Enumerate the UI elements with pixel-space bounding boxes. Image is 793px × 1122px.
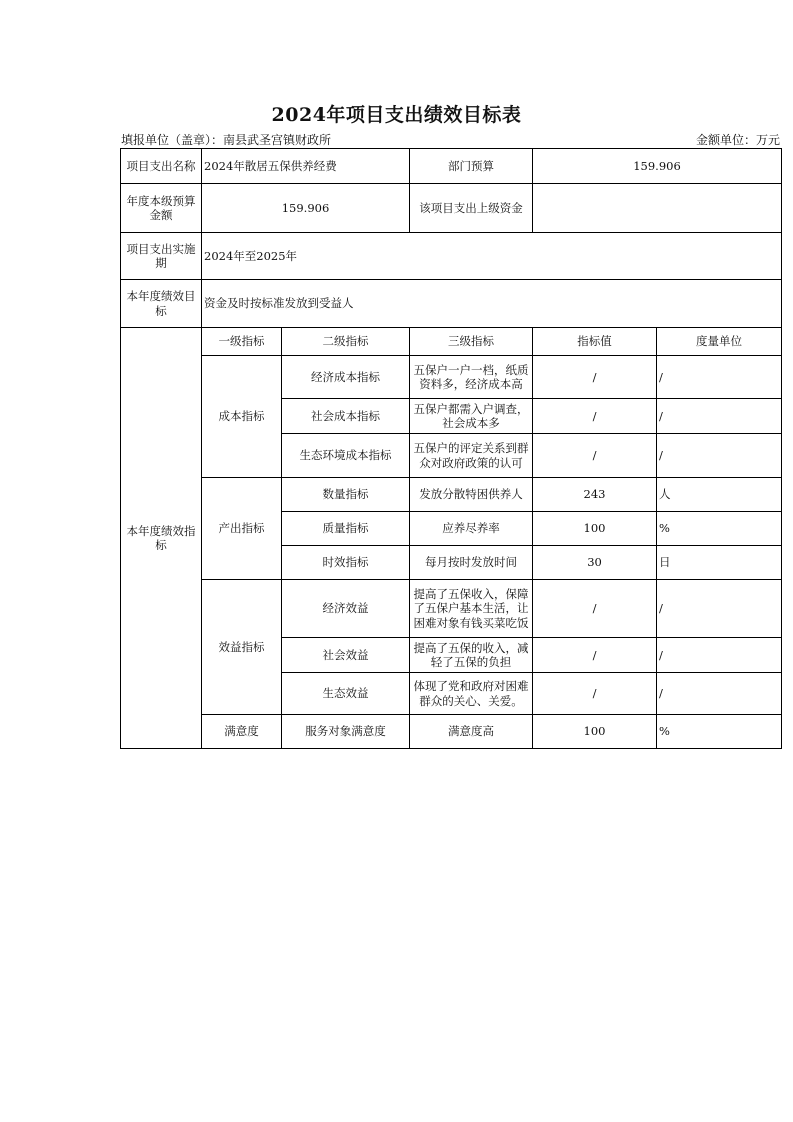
level3-cell: 发放分散特困供养人 [410, 478, 533, 512]
level2-cell: 服务对象满意度 [282, 715, 410, 749]
info-row-period [121, 233, 782, 280]
dept-budget-label: 部门预算 [410, 149, 533, 184]
header-level1: 一级指标 [202, 328, 282, 356]
level3-cell: 体现了党和政府对困难群众的关心、关爱。 [410, 673, 533, 715]
dept-budget-value: 159.906 [533, 149, 782, 184]
info-row-goal [121, 280, 782, 328]
value-cell: 100 [533, 715, 657, 749]
indicator-header-row [121, 328, 782, 356]
level1-satisfaction: 满意度 [202, 715, 282, 749]
indicator-section-label: 本年度绩效指标 [121, 328, 202, 749]
level3-cell: 五保户都需入户调查，社会成本多 [410, 399, 533, 434]
level2-cell: 经济效益 [282, 580, 410, 638]
level2-cell: 数量指标 [282, 478, 410, 512]
annual-budget-label: 年度本级预算金额 [121, 184, 202, 233]
value-cell: / [533, 434, 657, 478]
period-value: 2024年至2025年 [202, 233, 782, 280]
header-value: 指标值 [533, 328, 657, 356]
goal-value: 资金及时按标准发放到受益人 [202, 280, 782, 328]
level2-cell: 社会成本指标 [282, 399, 410, 434]
value-cell: / [533, 399, 657, 434]
value-cell: / [533, 673, 657, 715]
level2-cell: 时效指标 [282, 546, 410, 580]
info-row-name [121, 149, 782, 184]
amount-unit: 金额单位：万元 [695, 133, 780, 147]
unit-cell: / [657, 399, 782, 434]
unit-cell: / [657, 356, 782, 399]
value-cell: 243 [533, 478, 657, 512]
level3-cell: 每月按时发放时间 [410, 546, 533, 580]
unit-cell: % [657, 715, 782, 749]
reporting-unit: 填报单位（盖章）：南县武圣宫镇财政所 [121, 133, 332, 147]
level3-cell: 提高了五保收入，保障了五保户基本生活，让困难对象有钱买菜吃饭 [410, 580, 533, 638]
table-row [121, 580, 782, 638]
project-name-value: 2024年散居五保供养经费 [202, 149, 410, 184]
value-cell: / [533, 356, 657, 399]
level2-cell: 经济成本指标 [282, 356, 410, 399]
page-title: 2024年项目支出绩效目标表 [271, 104, 522, 126]
level2-cell: 生态环境成本指标 [282, 434, 410, 478]
superior-funds-label: 该项目支出上级资金 [410, 184, 533, 233]
level3-cell: 满意度高 [410, 715, 533, 749]
header-unit: 度量单位 [657, 328, 782, 356]
unit-cell: / [657, 434, 782, 478]
level2-cell: 社会效益 [282, 638, 410, 673]
level3-cell: 五保户的评定关系到群众对政府政策的认可 [410, 434, 533, 478]
project-name-label: 项目支出名称 [121, 149, 202, 184]
unit-cell: 人 [657, 478, 782, 512]
level1-output: 产出指标 [202, 478, 282, 580]
table-row [121, 478, 782, 512]
unit-cell: % [657, 512, 782, 546]
unit-cell: / [657, 638, 782, 673]
table-row [121, 356, 782, 399]
level1-benefit: 效益指标 [202, 580, 282, 715]
level3-cell: 五保户一户一档，纸质资料多，经济成本高 [410, 356, 533, 399]
period-label: 项目支出实施期 [121, 233, 202, 280]
header-level3: 三级指标 [410, 328, 533, 356]
value-cell: 30 [533, 546, 657, 580]
superior-funds-value [533, 184, 782, 233]
header-level2: 二级指标 [282, 328, 410, 356]
value-cell: / [533, 638, 657, 673]
value-cell: / [533, 580, 657, 638]
info-row-budget [121, 184, 782, 233]
level2-cell: 质量指标 [282, 512, 410, 546]
annual-budget-value: 159.906 [202, 184, 410, 233]
table-row [121, 715, 782, 749]
level3-cell: 提高了五保的收入，减轻了五保的负担 [410, 638, 533, 673]
value-cell: 100 [533, 512, 657, 546]
unit-cell: 日 [657, 546, 782, 580]
unit-cell: / [657, 580, 782, 638]
level1-cost: 成本指标 [202, 356, 282, 478]
level2-cell: 生态效益 [282, 673, 410, 715]
level3-cell: 应养尽养率 [410, 512, 533, 546]
unit-cell: / [657, 673, 782, 715]
goal-label: 本年度绩效目标 [121, 280, 202, 328]
performance-table [120, 148, 782, 749]
